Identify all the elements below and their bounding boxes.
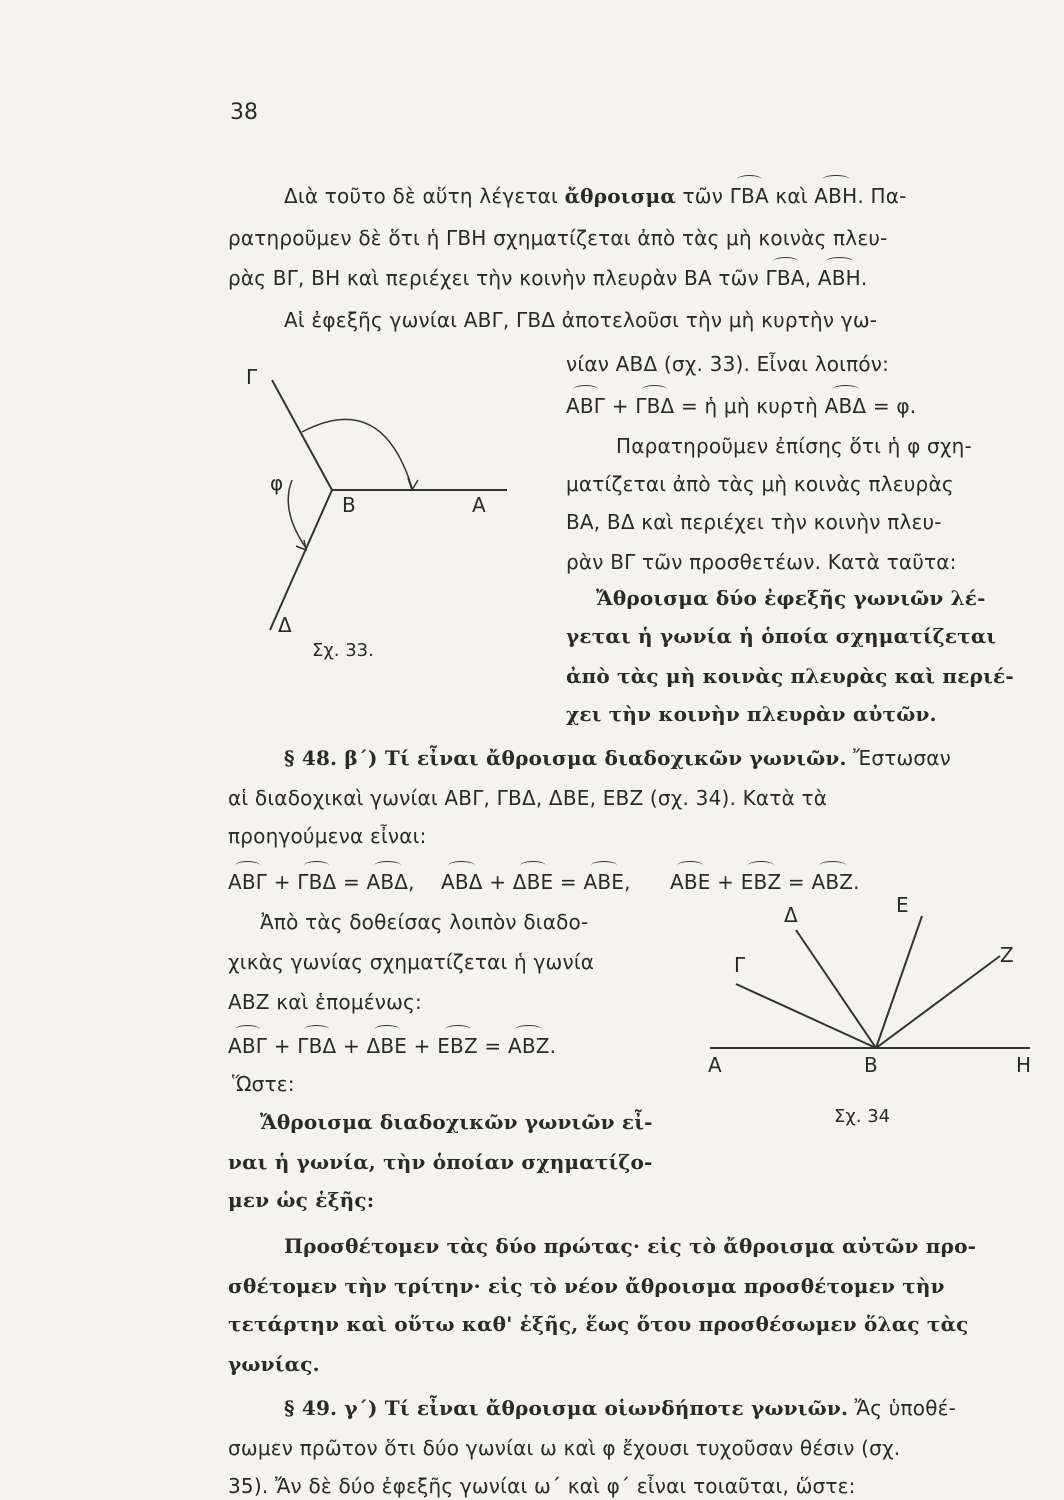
text-line: προηγούμενα εἶναι: <box>228 824 427 848</box>
text-line: ΑΒΓ + ΓΒΔ = ἡ μὴ κυρτὴ ΑΒΔ = φ. <box>566 394 917 418</box>
label-beta: Β <box>864 1053 878 1077</box>
text-line: Ἄθροισμα δύο ἐφεξῆς γωνιῶν λέ- <box>596 586 986 610</box>
label-delta: Δ <box>278 613 292 637</box>
ray-bz <box>876 956 1000 1048</box>
page-number: 38 <box>230 100 258 125</box>
text-line: ρατηροῦμεν δὲ ὅτι ἡ ΓΒΗ σχηματίζεται ἀπὸ τὰς μὴ κοινὰς πλευ- <box>228 226 888 250</box>
text-line: Ὥστε: <box>232 1072 295 1096</box>
arc-arrow-phi <box>288 480 306 548</box>
text-line: ΑΒΓ + ΓΒΔ + ΔΒΕ + ΕΒΖ = ΑΒΖ. <box>228 1034 557 1058</box>
arc-arrow-top <box>302 419 412 488</box>
text-line: γεται ἡ γωνία ἡ ὁποία σχηματίζεται <box>566 624 997 648</box>
text-line: Διὰ τοῦτο δὲ αὕτη λέγεται ἄθροισμα τῶν ΓΒΑ καὶ ΑΒΗ. Πα- <box>284 184 907 208</box>
text-line: ἀπὸ τὰς μὴ κοινὰς πλευρὰς καὶ περιέ- <box>566 664 1014 688</box>
figure-33-caption: Σχ. 33. <box>312 640 374 661</box>
label-gamma: Γ <box>246 365 258 389</box>
label-gamma: Γ <box>734 953 746 977</box>
text-line: § 49. γ΄) Τί εἶναι ἄθροισμα οἱωνδήποτε γωνιῶν. Ἄς ὑποθέ- <box>284 1396 957 1420</box>
text-line: τετάρτην καὶ οὕτω καθ' ἑξῆς, ἕως ὅτου προσθέσωμεν ὅλας τὰς <box>228 1312 969 1336</box>
ray-be <box>876 916 922 1048</box>
text-line: μεν ὡς ἑξῆς: <box>228 1188 375 1212</box>
text-line: Παρατηροῦμεν ἐπίσης ὅτι ἡ φ σχη- <box>616 434 972 458</box>
label-beta: Β <box>342 493 356 517</box>
figure-34 <box>700 860 1040 1150</box>
label-alpha: Α <box>708 1053 722 1077</box>
text-line: αἱ διαδοχικαὶ γωνίαι ΑΒΓ, ΓΒΔ, ΔΒΕ, ΕΒΖ (σχ. 34). Κατὰ τὰ <box>228 786 828 810</box>
text-line: ΑΒΓ + ΓΒΔ = ΑΒΔ, ΑΒΔ + ΔΒΕ = ΑΒΕ, ΑΒΕ + ΕΒΖ = ΑΒΖ. <box>228 870 860 894</box>
label-alpha: Α <box>472 493 486 517</box>
text-line: 35). Ἄν δὲ δύο ἐφεξῆς γωνίαι ω΄ καὶ φ΄ εἶναι τοιαῦται, ὥστε: <box>228 1474 856 1498</box>
label-zeta: Ζ <box>1000 943 1014 967</box>
text-line: σθέτομεν τὴν τρίτην· εἰς τὸ νέον ἄθροισμα προσθέτομεν τὴν <box>228 1274 945 1298</box>
text-line: § 48. β΄) Τί εἶναι ἄθροισμα διαδοχικῶν γωνιῶν. Ἔστωσαν <box>284 746 952 770</box>
text-line: ναι ἡ γωνία, τὴν ὁποίαν σχηματίζο- <box>228 1150 653 1174</box>
text-line: ματίζεται ἀπὸ τὰς μὴ κοινὰς πλευρὰς <box>566 472 954 496</box>
text-line: Ἀπὸ τὰς δοθείσας λοιπὸν διαδο- <box>260 910 589 934</box>
text-line: νίαν ΑΒΔ (σχ. 33). Εἶναι λοιπόν: <box>566 352 890 376</box>
text-line: γωνίας. <box>228 1352 320 1376</box>
text-line: Προσθέτομεν τὰς δύο πρώτας· εἰς τὸ ἄθροισμα αὐτῶν προ- <box>284 1234 977 1258</box>
label-phi: φ <box>270 471 284 495</box>
figure-33 <box>222 360 552 670</box>
text-line: ρὰν ΒΓ τῶν προσθετέων. Κατὰ ταῦτα: <box>566 550 957 574</box>
ray-bd <box>270 490 332 630</box>
text-line: χει τὴν κοινὴν πλευρὰν αὐτῶν. <box>566 702 937 726</box>
figure-34-caption: Σχ. 34 <box>834 1106 891 1127</box>
label-delta: Δ <box>784 903 798 927</box>
label-eta: Η <box>1016 1053 1032 1077</box>
label-epsilon: Ε <box>896 893 909 917</box>
text-line: ρὰς ΒΓ, ΒΗ καὶ περιέχει τὴν κοινὴν πλευρὰν ΒΑ τῶν ΓΒΑ, ΑΒΗ. <box>228 266 868 290</box>
text-line: Αἱ ἐφεξῆς γωνίαι ΑΒΓ, ΓΒΔ ἀποτελοῦσι τὴν μὴ κυρτὴν γω- <box>284 308 878 332</box>
text-line: ΒΑ, ΒΔ καὶ περιέχει τὴν κοινὴν πλευ- <box>566 510 942 534</box>
text-line: χικὰς γωνίας σχηματίζεται ἡ γωνία <box>228 950 595 974</box>
text-line: Ἄθροισμα διαδοχικῶν γωνιῶν εἶ- <box>260 1110 653 1134</box>
text-line: ΑΒΖ καὶ ἑπομένως: <box>228 990 422 1014</box>
text-line: σωμεν πρῶτον ὅτι δύο γωνίαι ω καὶ φ ἔχουσι τυχοῦσαν θέσιν (σχ. <box>228 1436 901 1460</box>
